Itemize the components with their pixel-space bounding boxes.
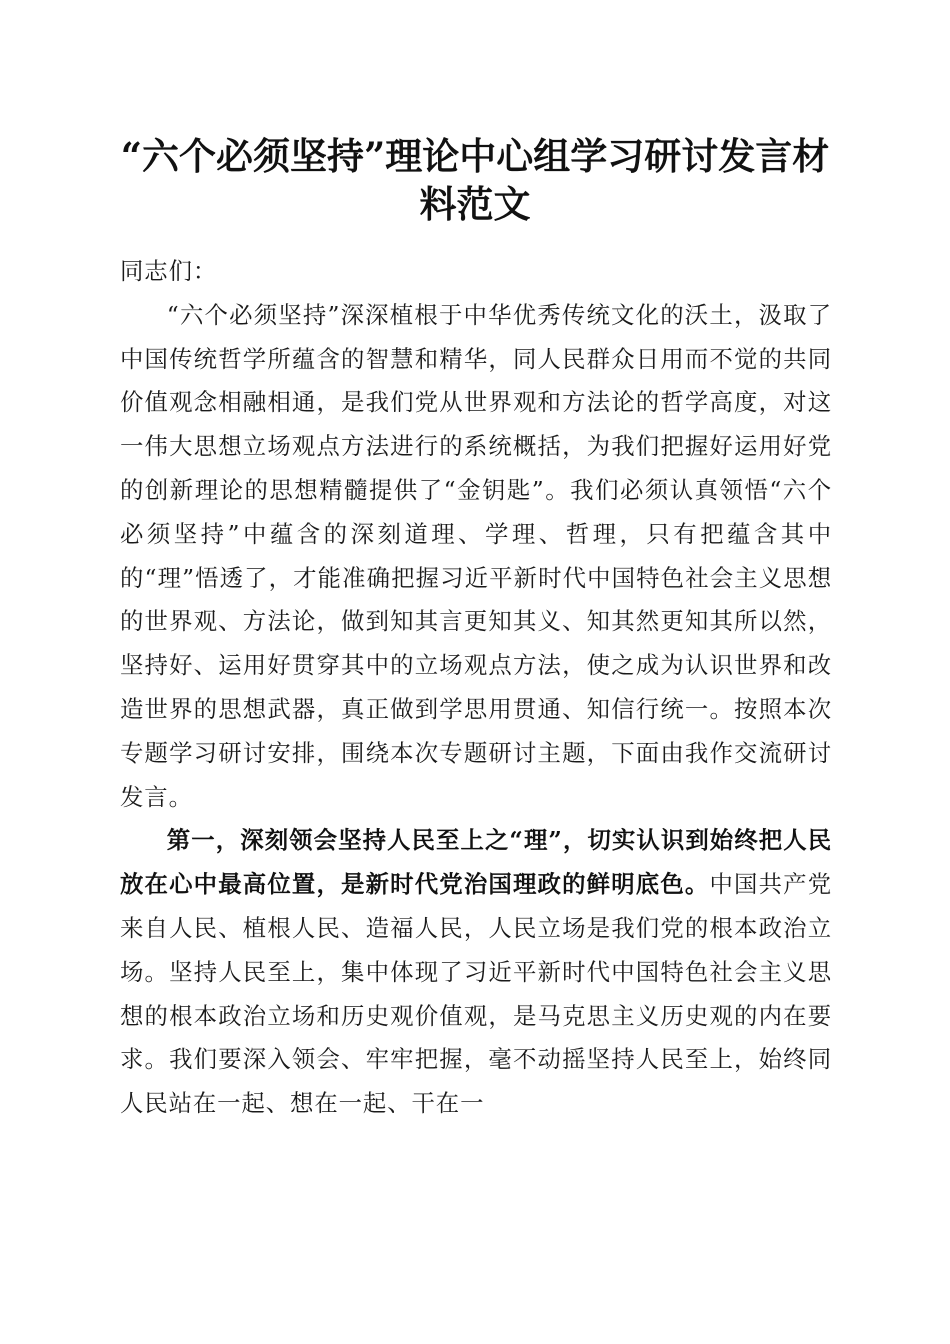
document-body xyxy=(120,250,832,1126)
paragraph-text: 中国共产党来自人民、植根人民、造福人民，人民立场是我们党的根本政治立场。坚持人民至上，集中体现了习近平新时代中国特色社会主义思想的根本政治立场和历史观价值观，是马克思主义历史观的内在要求。我们要深入领会、牢牢把握，毫不动摇坚持人民至上，始终同人民站在一起、想在一起、干在一 xyxy=(120,870,833,1118)
paragraph-intro xyxy=(120,294,832,820)
paragraph-text: “六个必须坚持”深深植根于中华优秀传统文化的沃土，汲取了中国传统哲学所蕴含的智慧和精华，同人民群众日用而不觉的共同价值观念相融相通，是我们党从世界观和方法论的哲学高度，对这一伟大思想立场观点方法进行的系统概括，为我们把握好运用好党的创新理论的思想精髓提供了“金钥匙”。我们必须认真领悟“六个必须坚持”中蕴含的深刻道理、学理、哲理，只有把蕴含其中的“理”悟透了，才能准确把握习近平新时代中国特色社会主义思想的世界观、方法论，做到知其言更知其义、知其然更知其所以然，坚持好、运用好贯穿其中的立场观点方法，使之成为认识世界和改造世界的思想武器，真正做到学思用贯通、知信行统一。按照本次专题学习研讨安排，围绕本次专题研讨主题，下面由我作交流研讨发言。 xyxy=(120,300,832,811)
document-title: “六个必须坚持”理论中心组学习研讨发言材料范文 xyxy=(120,134,830,226)
salutation: 同志们： xyxy=(120,257,218,285)
paragraph-first-point xyxy=(120,819,832,1126)
paragraph-lead-heading: 第一，深刻领会坚持人民至上之“理”，切实认识到始终把人民放在心中最高位置，是新时代党治国理政的鲜明底色。 xyxy=(120,826,832,899)
